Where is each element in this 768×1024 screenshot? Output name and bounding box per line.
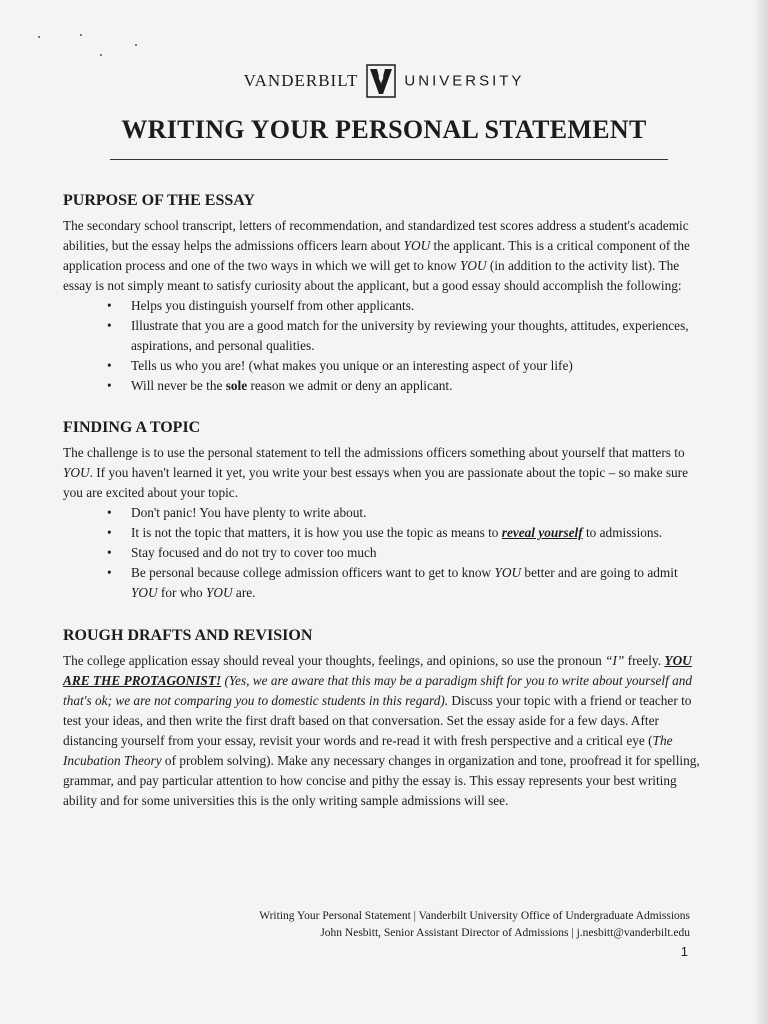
section-topic — [63, 417, 703, 603]
section-heading-drafts: ROUGH DRAFTS AND REVISION — [63, 627, 313, 644]
page-number: 1 — [680, 944, 688, 959]
emphasis-incubation-theory: The Incubation Theory — [63, 733, 673, 768]
scan-speck — [100, 54, 102, 56]
section-heading-purpose: PURPOSE OF THE ESSAY — [63, 192, 255, 209]
emphasis-reveal-yourself: reveal yourself — [501, 525, 583, 540]
text-run: are. — [232, 585, 256, 600]
text-run: the applicant. This is a critical component of the application process and one of the two ways in which we will get to know — [63, 238, 690, 273]
drafts-paragraph — [63, 651, 703, 811]
vanderbilt-v-oak-leaf-icon — [366, 64, 396, 98]
text-run: reason we admit or deny an applicant. — [247, 378, 453, 393]
list-item — [131, 523, 703, 543]
emphasis-you: YOU — [206, 585, 233, 600]
text-run: The secondary school transcript, letters of recommendation, and standardized test scores address a student's academic abilities, but the essay helps the admissions officers learn about — [63, 218, 689, 253]
emphasis-sole: sole — [225, 378, 248, 393]
emphasis-you: YOU — [459, 258, 487, 273]
list-item: • Stay focused and do not try to cover too much — [131, 543, 703, 563]
text-run: Will never be the — [131, 378, 226, 393]
logo-wordmark-left: VANDERBILT — [243, 71, 359, 90]
text-run: freely. — [624, 653, 665, 668]
emphasis-you: YOU — [494, 565, 522, 580]
topic-bullet-list — [63, 503, 703, 603]
text-run: (in addition to the activity list). The essay is not simply meant to satisfy curiosity about the applicant, but a good essay should accomplish the following: — [63, 258, 682, 293]
scan-speck — [38, 36, 40, 38]
text-run: to admissions. — [582, 525, 663, 540]
page-title: WRITING YOUR PERSONAL STATEMENT — [121, 115, 647, 144]
text-run: for who — [157, 585, 206, 600]
text-run: . If you haven't learned it yet, you write your best essays when you are passionate about the topic – so make sure you are excited about your topic. — [63, 465, 688, 500]
topic-paragraph — [63, 443, 703, 503]
purpose-paragraph — [63, 216, 703, 296]
list-item — [131, 376, 703, 396]
emphasis-you: YOU — [63, 465, 90, 480]
list-item: • Helps you distinguish yourself from other applicants. — [131, 296, 703, 316]
emphasis-you: YOU — [403, 238, 431, 253]
footer-line-1: Writing Your Personal Statement | Vanderbilt University Office of Undergraduate Admissions — [259, 910, 690, 922]
list-item — [131, 563, 703, 603]
list-item: • Tells us who you are! (what makes you unique or an interesting aspect of your life) — [131, 356, 703, 376]
list-item: • Don't panic! You have plenty to write about. — [131, 503, 703, 523]
text-run: better and are going to admit — [521, 565, 678, 580]
scan-speck — [80, 34, 82, 36]
logo-wordmark-right: UNIVERSITY — [404, 72, 525, 90]
scan-speck — [135, 44, 137, 46]
text-run: Discuss your topic with a friend or teacher to test your ideas, and then write the first draft based on that conversation. Set the essay aside for a few days. After distancing yourself from your essay, revisit your words and re-read it with fresh perspective and a critical eye ( — [63, 693, 692, 748]
text-run: The college application essay should reveal your thoughts, feelings, and opinions, so use the pronoun — [63, 653, 606, 668]
emphasis-you: YOU — [131, 585, 158, 600]
list-item: • Illustrate that you are a good match for the university by reviewing your thoughts, attitudes, experiences, aspirations, and personal qualities. — [131, 316, 703, 356]
section-heading-topic: FINDING A TOPIC — [63, 419, 201, 436]
footer-line-2: John Nesbitt, Senior Assistant Director of Admissions | j.nesbitt@vanderbilt.edu — [320, 927, 690, 939]
university-logo — [0, 64, 768, 98]
page-footer — [259, 908, 690, 942]
title-divider — [110, 159, 668, 160]
page-edge-shadow — [754, 0, 768, 1024]
section-drafts — [63, 625, 703, 811]
text-run: Be personal because college admission officers want to get to know — [131, 565, 495, 580]
purpose-bullet-list — [63, 296, 703, 396]
emphasis-protagonist: YOU ARE THE PROTAGONIST! — [63, 653, 692, 688]
text-run: of problem solving). Make any necessary changes in organization and tone, proofread it for spelling, grammar, and pay particular attention to how concise and pithy the essay is. This essay represents your best writing ability and for some universities this is the only writing sample admissions will see. — [63, 753, 700, 808]
text-run: The challenge is to use the personal statement to tell the admissions officers something about yourself that matters to — [63, 445, 685, 460]
document-body — [63, 190, 703, 811]
emphasis-pronoun: “I” — [605, 653, 625, 668]
section-purpose — [63, 190, 703, 396]
text-run: It is not the topic that matters, it is how you use the topic as means to — [131, 525, 502, 540]
italic-aside: (Yes, we are aware that this may be a paradigm shift for you to write about yourself and that's ok; we are not comparing you to domestic students in this regard). — [63, 673, 693, 708]
